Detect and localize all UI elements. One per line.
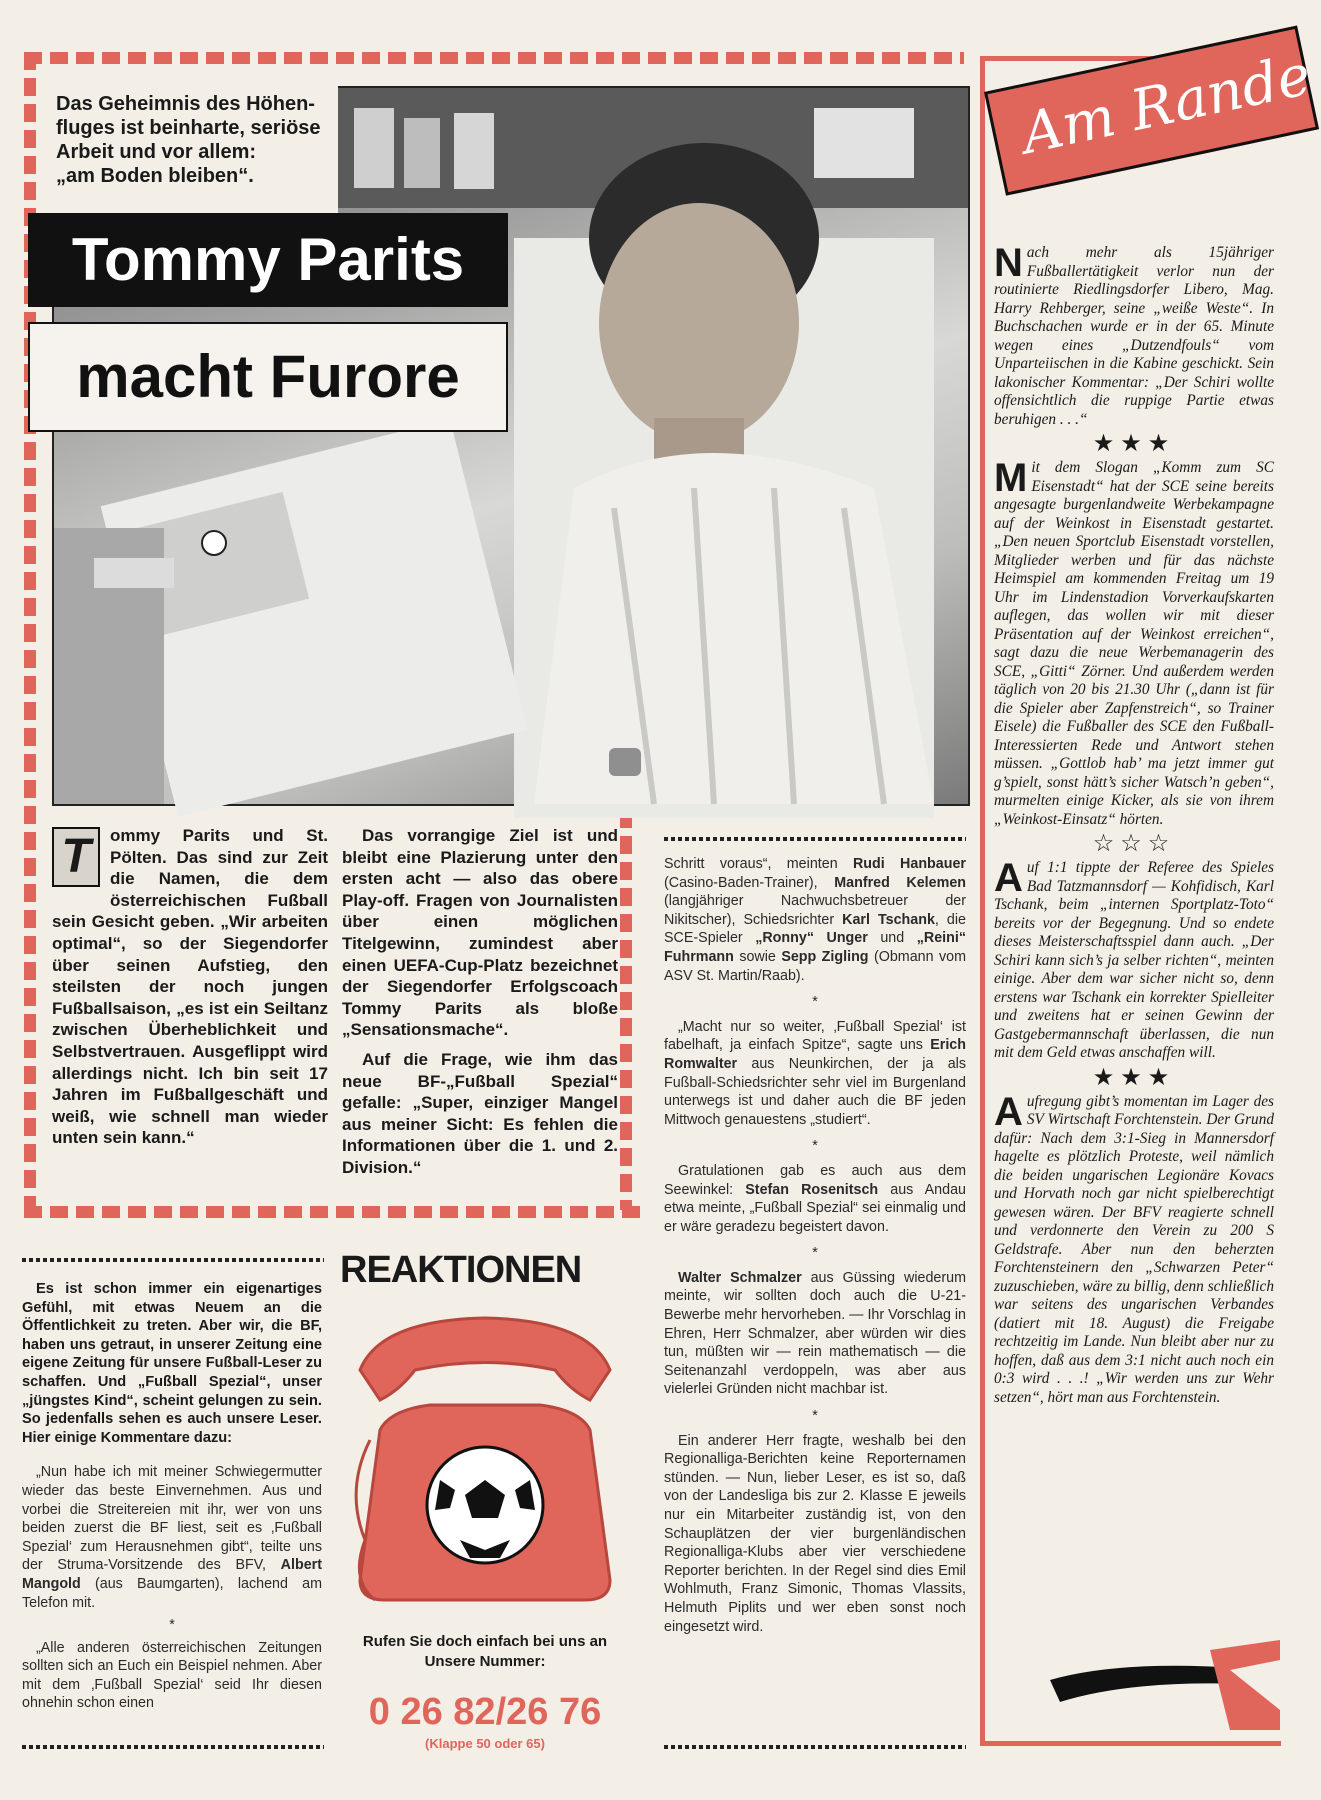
reader-quote: Schritt voraus“, meinten Rudi Hanbauer (Casino-Baden-Trainer), Manfred Kelemen (langjähriger Nachwuchsbetreuer der Nikitscher), Schiedsrichter Karl Tschank, die SCE-Spieler „Ronny“ Unger und „Reini“ Fuhrmann sowie Sepp Zigling (Obmann vom ASV St. Martin/Raab). — [664, 856, 966, 984]
reaktionen-title: REAKTIONEN — [340, 1249, 582, 1291]
article-subhead — [52, 86, 338, 218]
phone-illustration — [340, 1300, 630, 1620]
separator-asterisk: * — [169, 1617, 175, 1634]
reaktionen-column-1 — [22, 1280, 322, 1713]
reaktionen-col3-rule-bottom — [664, 1745, 966, 1749]
sidebar-paragraph: Mit dem Slogan „Komm zum SC Eisenstadt“ hat der SCE seine bereits angesagte burgenlandweite Werbekampagne auf der Weinkost in Eisenstadt gestartet. „Den neuen Sportclub Eisenstadt vorstellen, Mitglieder werben und für das nächste Heimspiel am kommenden Freitag um 19 Uhr im Lindenstadion Vorverkaufskarten auflegen, das wollen wir mit dieser Präsentation auf der Weinkost erreichen“, sagt dazu die neue Werbemanagerin des SCE, „Gitti“ Zörner. Und außerdem werden täglich von 20 bis 21.30 Uhr („dann ist für die Spieler aber Zapfenstreich“, so Trainer Eisele) die Fußballer des SCE den Fußball-Interessierten Rede und Antwort stehen müssen. „Gottlob hab’ ma jetzt immer gut g’spielt, sonst hätt’s sicher Watsch’n geben“, murmelten einige Kicker, als sie von ihrem „Weinkost-Einsatz“ hörten. — [994, 456, 1274, 828]
article-frame-right — [620, 810, 632, 1210]
article-paragraph: Auf die Frage, wie ihm das neue BF-„Fußball Spezial“ gefalle: „Super, einziger Mangel aus meiner Sicht: Es fehlen die Informationen über die 1. und 2. Division.“ — [342, 1049, 618, 1177]
article-column-2 — [342, 825, 618, 1199]
reaktionen-rule-bottom — [22, 1745, 324, 1749]
reader-quote: Gratulationen gab es auch aus dem Seewinkel: Stefan Rosenitsch aus Andau etwa meinte, „Fußball Spezial“ sei einmalig und er wäre geradezu begeistert davon. — [664, 1162, 966, 1235]
reader-quote: „Macht nur so weiter, ‚Fußball Spezial‘ ist fabelhaft, ja einfach Spitze“, sagte uns Erich Romwalter aus Neunkirchen, der ja als Fußball-Schiedsrichter sehr viel im Burgenland unterwegs ist und daher auch die BF jeden Mittwoch genauestens „studiert“. — [664, 1018, 966, 1128]
sidebar-paragraph: Nach mehr als 15jähriger Fußballertätigkeit verlor nun der routinierte Riedlingsdorfer Libero, Mag. Harry Rehberger, seine „weiße Weste“. In Buchschachen wurde er in der 65. Minute wegen eines „Dutzendfouls“ vom Unparteiischen in die Kabine geschickt. Sein lakonischer Kommentar: „Der Schiri wollte offensichtlich die ruppige Partie etwas beruhigen . . .“ — [994, 241, 1274, 428]
article-frame-top — [24, 52, 964, 64]
stars-separator: ★★★ — [1092, 430, 1176, 457]
drop-cap: T — [52, 827, 100, 887]
subhead-line: fluges ist beinharte, seriöse — [56, 117, 321, 139]
article-column-1 — [52, 825, 328, 1199]
sidebar-content — [994, 241, 1274, 1407]
headline-text1: Tommy Parits — [71, 226, 465, 293]
headline-line1 — [28, 213, 508, 307]
separator-asterisk: * — [812, 1245, 818, 1262]
sidebar-decoration — [1040, 1640, 1280, 1730]
reaktionen-rule-top — [22, 1258, 324, 1262]
article-paragraph: ommy Parits und St. Pölten. Das sind zur Zeit die Namen, die dem österreichischen Fußball sein Gesicht geben. „Wir arbeiten optimal“, so der Siegendorfer über seinen Aufstieg, den steilsten der noch jungen Fußballsaison, „es ist ein Seiltanz zwischen Überheblichkeit und Selbstvertrauen. Ausgeflippt wird allerdings nicht. Ich bin seit 17 Jahren im Fußballgeschäft und weiß, wie schnell man wieder unten sein kann.“ — [52, 826, 328, 1148]
reaktionen-column-3 — [664, 855, 966, 1636]
reader-quote: Ein anderer Herr fragte, weshalb bei den Regionalliga-Berichten keine Reporternamen stünden. — Nun, lieber Leser, es ist so, daß von der Landesliga bis zur 2. Klasse E jeweils nur ein Mitarbeiter zuständig ist, von den Schauplätzen der vier burgenländischen Regionalliga-Klubs aber vier verschiedene Reporter berichten. In der Regel sind dies Emil Wohlmuth, Franz Simonic, Thomas Vlassits, Helmuth Piplits und wer eben sonst noch eingesetzt wird. — [664, 1432, 966, 1635]
reaktionen-col3-rule-top — [664, 837, 966, 841]
reader-quote: Walter Schmalzer aus Güssing wiederum meinte, wir sollten doch auch die U-21-Bewerbe mehr hervorheben. — Ihr Vorschlag in Ehren, Herr Schmalzer, aber würden wir dies tun, müßten wir — rein mathematisch — die Seitenanzahl verdoppeln, was aber aus vielerlei Gründen nicht machbar ist. — [664, 1269, 966, 1398]
phone-number: 0 26 82/26 76 — [368, 1691, 602, 1733]
stars-separator: ★★★ — [1092, 1063, 1176, 1091]
sidebar-banner-text: Am Rande — [1016, 42, 1317, 168]
separator-asterisk: * — [812, 994, 818, 1011]
subhead-line: Arbeit und vor allem: — [56, 141, 257, 163]
article-paragraph: Das vorrangige Ziel ist und bleibt eine Plazierung unter den ersten acht — also das obere Play-off. Fragen von Journalisten über einen möglichen Titelgewinn, zumindest aber einen UEFA-Cup-Platz bezeichnet der Siegendorfer Erfolgscoach Tommy Parits als bloße „Sensationsmache“. — [342, 826, 618, 1040]
call-to-action: Rufen Sie doch einfach bei uns an Unsere Nummer: — [362, 1633, 608, 1670]
headline-text2: macht Furore — [76, 343, 460, 410]
article-frame-bottom — [24, 1206, 644, 1218]
brush-stroke-icon — [1040, 1640, 1280, 1730]
phone-extension: (Klappe 50 oder 65) — [425, 1736, 545, 1751]
reader-quote: „Nun habe ich mit meiner Schwiegermutter wieder das beste Einvernehmen. Aus und vorbei die Streitereien mit ihr, wer von uns beiden zuerst die BF liest, seit es ‚Fußball Spezial‘ zum Herausnehmen gibt“, teilte uns der Struma-Vorsitzende des BFV, Albert Mangold (aus Baumgarten), lachend am Telefon mit. — [22, 1464, 322, 1611]
sidebar-paragraph: Aufregung gibt’s momentan im Lager des SV Wirtschaft Forchtenstein. Der Grund dafür: Nach dem 3:1-Sieg in Mannersdorf hagelte es plötzlich Proteste, weil nämlich die beiden ungarischen Legionäre Kovacs und Horvath noch gar nicht spielberechtigt gewesen wären. Der BFV reagierte schnell und verdonnerte den Verein zu 200 S Geldstrafe. Aber nun den beherzten Forchtensteinern den „Schwarzen Peter“ zuzuschieben, wäre zu billig, denn schließlich war seitens des ungarischen Verbandes (datiert mit 18. August) die Freigabe rechtzeitig im Lande. Nun bleibt aber nur zu hoffen, daß aus dem 3:1 nicht auch noch ein 0:3 wird . . .! „Wir werden uns zur Wehr setzen“, hört man aus Forchtenstein. — [994, 1089, 1274, 1406]
headline-line2 — [28, 322, 508, 432]
telephone-icon — [340, 1300, 630, 1620]
reaktionen-intro: Es ist schon immer ein eigenartiges Gefühl, mit etwas Neuem an die Öffentlichkeit zu treten. Aber wir, die BF, haben uns getraut, in unserer Zeitung eine eigene Zeitung für unsere Fußball-Leser zu schaffen. Und „Fußball Spezial“, unser „jüngstes Kind“, scheint gelungen zu sein. So jedenfalls sehen es auch unsere Leser. Hier einige Kommentare dazu: — [22, 1281, 322, 1446]
subhead-line: „am Boden bleiben“. — [56, 165, 254, 187]
separator-asterisk: * — [812, 1408, 818, 1425]
subhead-line: Das Geheimnis des Höhen- — [56, 93, 315, 115]
separator-asterisk: * — [812, 1138, 818, 1155]
reader-quote: „Alle anderen österreichischen Zeitungen sollten sich an Euch ein Beispiel nehmen. Aber mit dem ‚Fußball Spezial‘ seid Ihr diesen ohnehin schon einen — [22, 1639, 322, 1712]
stars-separator: ☆☆☆ — [1092, 830, 1176, 857]
reader-name: Albert Mangold — [22, 1557, 322, 1592]
sidebar-paragraph: Auf 1:1 tippte der Referee des Spieles Bad Tatzmannsdorf — Kohfidisch, Karl Tschank, beim „internen Sportplatz-Toto“ bereits vor der Begegnung. Und so endete dieses Meisterschaftsspiel dann auch. „Der Schiri kann sich’s ja selber richten“, meinten einige. Aber dem war sicher nicht so, denn erstens war Tschank ein korrekter Spielleiter und zweitens hat er seinen Gewinn der Gastgebermannschaft überlassen, die nun mit dem Geld etwas anschaffen will. — [994, 856, 1274, 1061]
